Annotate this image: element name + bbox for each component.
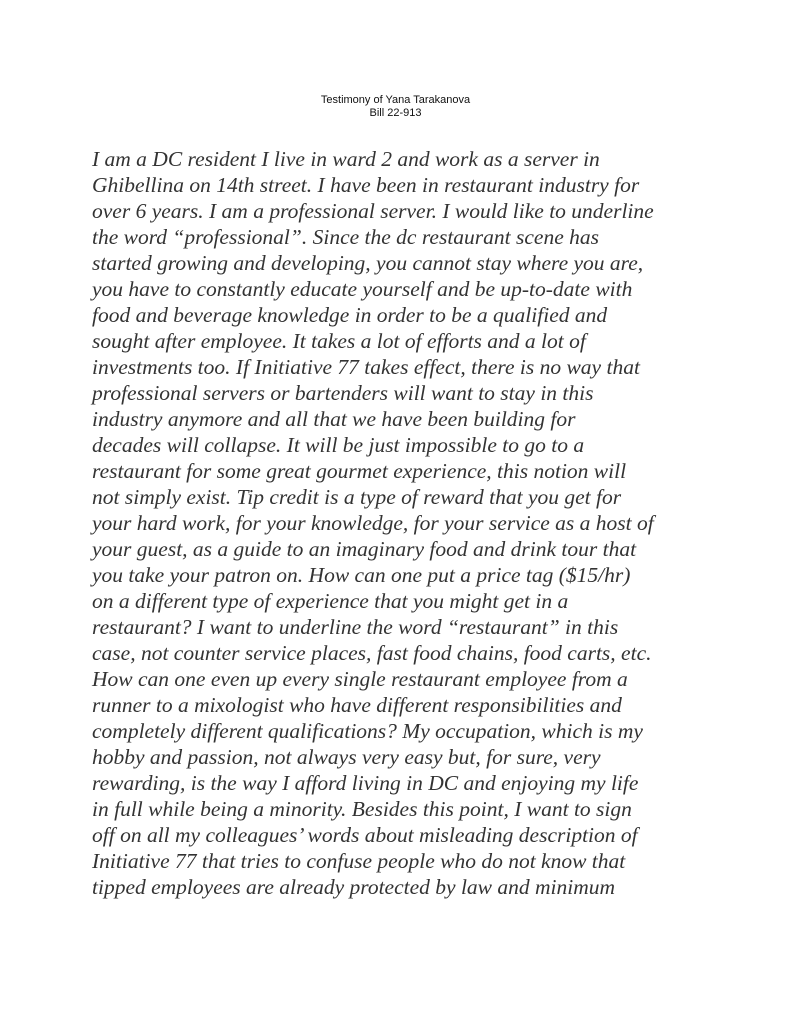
body-line: Initiative 77 that tries to confuse people who do not know that (92, 849, 626, 873)
body-line: in full while being a minority. Besides this point, I want to sign (92, 797, 632, 821)
testimony-body (92, 146, 732, 900)
body-line: case, not counter service places, fast food chains, food carts, etc. (92, 641, 652, 665)
body-line: sought after employee. It takes a lot of efforts and a lot of (92, 329, 586, 353)
body-line: restaurant for some great gourmet experience, this notion will (92, 459, 627, 483)
body-line: not simply exist. Tip credit is a type of reward that you get for (92, 485, 622, 509)
body-line: hobby and passion, not always very easy but, for sure, very (92, 745, 601, 769)
body-line: your guest, as a guide to an imaginary food and drink tour that (92, 537, 637, 561)
body-line: restaurant? I want to underline the word “restaurant” in this (92, 615, 619, 639)
body-line: you take your patron on. How can one put a price tag ($15/hr) (92, 563, 631, 587)
body-line: tipped employees are already protected by law and minimum (92, 875, 616, 899)
body-line: food and beverage knowledge in order to be a qualified and (92, 303, 608, 327)
body-line: on a different type of experience that you might get in a (92, 589, 569, 613)
body-line: rewarding, is the way I afford living in DC and enjoying my life (92, 771, 639, 795)
body-line: investments too. If Initiative 77 takes effect, there is no way that (92, 355, 640, 379)
body-line: How can one even up every single restaurant employee from a (92, 667, 628, 691)
bill-number: Bill 22-913 (369, 107, 422, 119)
body-line: you have to constantly educate yourself and be up-to-date with (92, 277, 633, 301)
body-line: decades will collapse. It will be just impossible to go to a (92, 433, 585, 457)
body-line: over 6 years. I am a professional server. I would like to underline (92, 199, 654, 223)
testimony-title: Testimony of Yana Tarakanova (320, 94, 471, 106)
body-line: the word “professional”. Since the dc restaurant scene has (92, 225, 600, 249)
body-line: I am a DC resident I live in ward 2 and work as a server in (92, 147, 600, 171)
body-line: started growing and developing, you cannot stay where you are, (92, 251, 644, 275)
body-line: Ghibellina on 14th street. I have been in restaurant industry for (92, 173, 640, 197)
body-line: runner to a mixologist who have different responsibilities and (92, 693, 622, 717)
body-line: off on all my colleagues’ words about misleading description of (92, 823, 638, 847)
body-line: industry anymore and all that we have been building for (92, 407, 576, 431)
document-header (0, 94, 791, 120)
body-line: completely different qualifications? My occupation, which is my (92, 719, 643, 743)
body-line: professional servers or bartenders will want to stay in this (92, 381, 594, 405)
body-line: your hard work, for your knowledge, for your service as a host of (92, 511, 654, 535)
